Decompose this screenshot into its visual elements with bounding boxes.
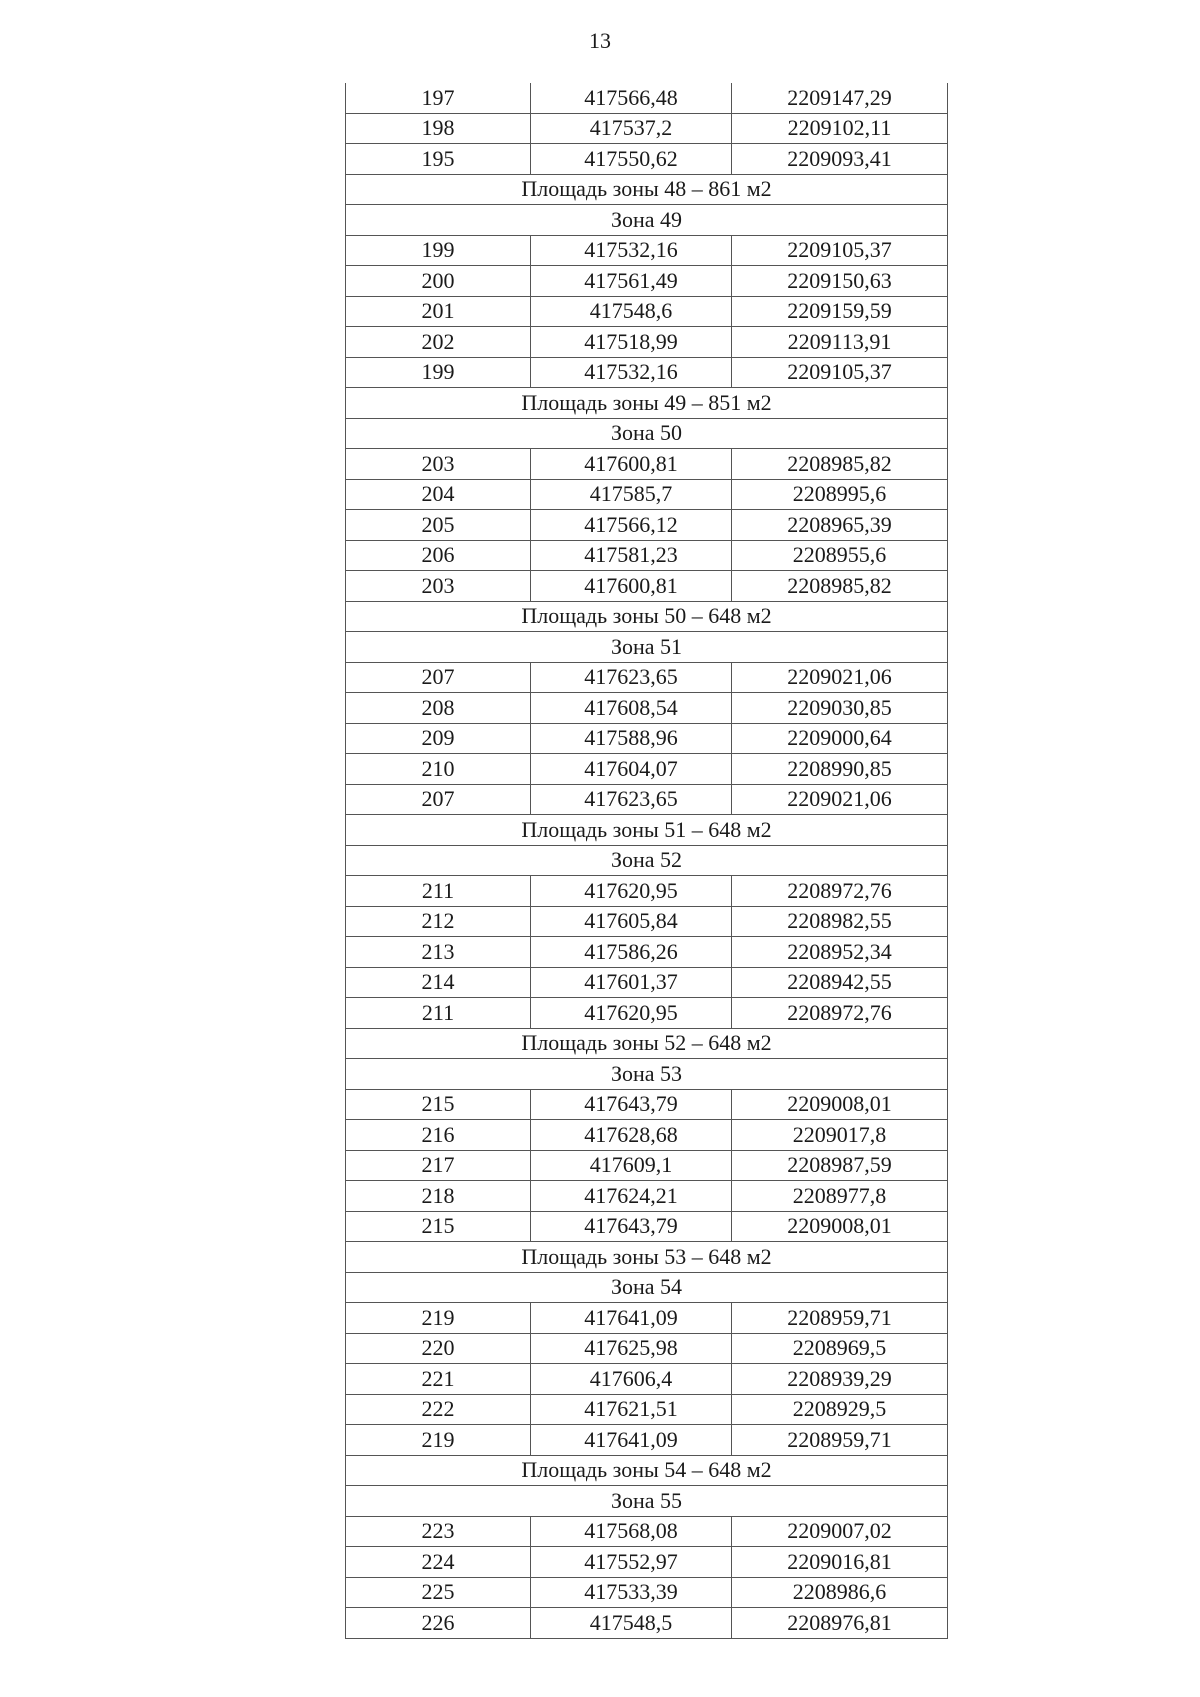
point-number-cell: 197: [346, 83, 531, 113]
zone-area-cell: Площадь зоны 52 – 648 м2: [346, 1028, 948, 1059]
zone-title-cell: Зона 55: [346, 1486, 948, 1517]
y-coordinate-cell: 2208969,5: [732, 1333, 948, 1364]
y-coordinate-cell: 2208976,81: [732, 1608, 948, 1639]
point-number-cell: 200: [346, 266, 531, 297]
y-coordinate-cell: 2209007,02: [732, 1516, 948, 1547]
table-row: [346, 998, 948, 1029]
point-number-cell: 219: [346, 1425, 531, 1456]
table-row: [346, 784, 948, 815]
point-number-cell: 216: [346, 1120, 531, 1151]
x-coordinate-cell: 417586,26: [531, 937, 732, 968]
y-coordinate-cell: 2208952,34: [732, 937, 948, 968]
point-number-cell: 221: [346, 1364, 531, 1395]
table-row: [346, 1547, 948, 1578]
y-coordinate-cell: 2208987,59: [732, 1150, 948, 1181]
table-row: [346, 1303, 948, 1334]
zone-area-row: [346, 1028, 948, 1059]
x-coordinate-cell: 417605,84: [531, 906, 732, 937]
x-coordinate-cell: 417641,09: [531, 1303, 732, 1334]
y-coordinate-cell: 2208939,29: [732, 1364, 948, 1395]
table-row: [346, 906, 948, 937]
y-coordinate-cell: 2209105,37: [732, 357, 948, 388]
y-coordinate-cell: 2209105,37: [732, 235, 948, 266]
y-coordinate-cell: 2208972,76: [732, 876, 948, 907]
zone-header-row: [346, 1059, 948, 1090]
point-number-cell: 203: [346, 571, 531, 602]
y-coordinate-cell: 2208990,85: [732, 754, 948, 785]
coordinates-table: [345, 83, 948, 1639]
point-number-cell: 207: [346, 662, 531, 693]
zone-area-row: [346, 174, 948, 205]
table-row: [346, 1608, 948, 1639]
table-row: [346, 967, 948, 998]
x-coordinate-cell: 417532,16: [531, 357, 732, 388]
y-coordinate-cell: 2209093,41: [732, 144, 948, 175]
table-row: [346, 1364, 948, 1395]
x-coordinate-cell: 417600,81: [531, 571, 732, 602]
table-row: [346, 1425, 948, 1456]
y-coordinate-cell: 2209021,06: [732, 784, 948, 815]
table-row: [346, 571, 948, 602]
x-coordinate-cell: 417621,51: [531, 1394, 732, 1425]
y-coordinate-cell: 2209000,64: [732, 723, 948, 754]
x-coordinate-cell: 417568,08: [531, 1516, 732, 1547]
table-row: [346, 1181, 948, 1212]
point-number-cell: 222: [346, 1394, 531, 1425]
point-number-cell: 198: [346, 113, 531, 144]
point-number-cell: 205: [346, 510, 531, 541]
table-row: [346, 449, 948, 480]
point-number-cell: 211: [346, 998, 531, 1029]
y-coordinate-cell: 2209016,81: [732, 1547, 948, 1578]
point-number-cell: 199: [346, 357, 531, 388]
point-number-cell: 214: [346, 967, 531, 998]
point-number-cell: 215: [346, 1211, 531, 1242]
y-coordinate-cell: 2208995,6: [732, 479, 948, 510]
x-coordinate-cell: 417561,49: [531, 266, 732, 297]
zone-title-cell: Зона 54: [346, 1272, 948, 1303]
zone-area-cell: Площадь зоны 54 – 648 м2: [346, 1455, 948, 1486]
x-coordinate-cell: 417601,37: [531, 967, 732, 998]
y-coordinate-cell: 2208977,8: [732, 1181, 948, 1212]
x-coordinate-cell: 417608,54: [531, 693, 732, 724]
y-coordinate-cell: 2209150,63: [732, 266, 948, 297]
y-coordinate-cell: 2209113,91: [732, 327, 948, 358]
y-coordinate-cell: 2208985,82: [732, 571, 948, 602]
point-number-cell: 207: [346, 784, 531, 815]
table-row: [346, 235, 948, 266]
zone-area-row: [346, 815, 948, 846]
x-coordinate-cell: 417548,5: [531, 1608, 732, 1639]
y-coordinate-cell: 2208955,6: [732, 540, 948, 571]
x-coordinate-cell: 417548,6: [531, 296, 732, 327]
point-number-cell: 202: [346, 327, 531, 358]
table-row: [346, 876, 948, 907]
point-number-cell: 201: [346, 296, 531, 327]
table-row: [346, 1333, 948, 1364]
x-coordinate-cell: 417518,99: [531, 327, 732, 358]
point-number-cell: 218: [346, 1181, 531, 1212]
table-row: [346, 693, 948, 724]
zone-title-cell: Зона 49: [346, 205, 948, 236]
x-coordinate-cell: 417581,23: [531, 540, 732, 571]
y-coordinate-cell: 2208986,6: [732, 1577, 948, 1608]
y-coordinate-cell: 2208959,71: [732, 1425, 948, 1456]
x-coordinate-cell: 417641,09: [531, 1425, 732, 1456]
point-number-cell: 211: [346, 876, 531, 907]
y-coordinate-cell: 2209021,06: [732, 662, 948, 693]
y-coordinate-cell: 2208965,39: [732, 510, 948, 541]
x-coordinate-cell: 417620,95: [531, 876, 732, 907]
point-number-cell: 219: [346, 1303, 531, 1334]
table-row: [346, 357, 948, 388]
x-coordinate-cell: 417623,65: [531, 662, 732, 693]
y-coordinate-cell: 2209147,29: [732, 83, 948, 113]
table-row: [346, 723, 948, 754]
point-number-cell: 209: [346, 723, 531, 754]
x-coordinate-cell: 417588,96: [531, 723, 732, 754]
table-row: [346, 479, 948, 510]
point-number-cell: 203: [346, 449, 531, 480]
zone-title-cell: Зона 51: [346, 632, 948, 663]
point-number-cell: 225: [346, 1577, 531, 1608]
zone-header-row: [346, 205, 948, 236]
point-number-cell: 213: [346, 937, 531, 968]
table-row: [346, 937, 948, 968]
y-coordinate-cell: 2208959,71: [732, 1303, 948, 1334]
table-row: [346, 662, 948, 693]
y-coordinate-cell: 2209030,85: [732, 693, 948, 724]
x-coordinate-cell: 417609,1: [531, 1150, 732, 1181]
table-row: [346, 296, 948, 327]
y-coordinate-cell: 2208985,82: [732, 449, 948, 480]
zone-title-cell: Зона 53: [346, 1059, 948, 1090]
x-coordinate-cell: 417624,21: [531, 1181, 732, 1212]
zone-header-row: [346, 632, 948, 663]
zone-header-row: [346, 418, 948, 449]
point-number-cell: 204: [346, 479, 531, 510]
y-coordinate-cell: 2209017,8: [732, 1120, 948, 1151]
table-row: [346, 754, 948, 785]
table-row: [346, 1516, 948, 1547]
point-number-cell: 224: [346, 1547, 531, 1578]
zone-area-row: [346, 1242, 948, 1273]
y-coordinate-cell: 2208982,55: [732, 906, 948, 937]
x-coordinate-cell: 417533,39: [531, 1577, 732, 1608]
y-coordinate-cell: 2209159,59: [732, 296, 948, 327]
x-coordinate-cell: 417620,95: [531, 998, 732, 1029]
zone-header-row: [346, 845, 948, 876]
zone-title-cell: Зона 50: [346, 418, 948, 449]
y-coordinate-cell: 2208972,76: [732, 998, 948, 1029]
y-coordinate-cell: 2209008,01: [732, 1089, 948, 1120]
zone-header-row: [346, 1486, 948, 1517]
table-row: [346, 144, 948, 175]
x-coordinate-cell: 417606,4: [531, 1364, 732, 1395]
x-coordinate-cell: 417604,07: [531, 754, 732, 785]
table-row: [346, 83, 948, 113]
x-coordinate-cell: 417600,81: [531, 449, 732, 480]
table-row: [346, 1577, 948, 1608]
table-row: [346, 1394, 948, 1425]
x-coordinate-cell: 417537,2: [531, 113, 732, 144]
point-number-cell: 208: [346, 693, 531, 724]
point-number-cell: 220: [346, 1333, 531, 1364]
x-coordinate-cell: 417566,12: [531, 510, 732, 541]
zone-area-cell: Площадь зоны 49 – 851 м2: [346, 388, 948, 419]
zone-area-row: [346, 388, 948, 419]
x-coordinate-cell: 417552,97: [531, 1547, 732, 1578]
table-row: [346, 266, 948, 297]
x-coordinate-cell: 417643,79: [531, 1089, 732, 1120]
table-row: [346, 327, 948, 358]
point-number-cell: 206: [346, 540, 531, 571]
x-coordinate-cell: 417625,98: [531, 1333, 732, 1364]
zone-area-row: [346, 1455, 948, 1486]
y-coordinate-cell: 2209102,11: [732, 113, 948, 144]
table-row: [346, 510, 948, 541]
point-number-cell: 215: [346, 1089, 531, 1120]
x-coordinate-cell: 417566,48: [531, 83, 732, 113]
zone-area-cell: Площадь зоны 50 – 648 м2: [346, 601, 948, 632]
zone-title-cell: Зона 52: [346, 845, 948, 876]
point-number-cell: 212: [346, 906, 531, 937]
x-coordinate-cell: 417643,79: [531, 1211, 732, 1242]
point-number-cell: 226: [346, 1608, 531, 1639]
x-coordinate-cell: 417532,16: [531, 235, 732, 266]
zone-header-row: [346, 1272, 948, 1303]
table-row: [346, 1150, 948, 1181]
x-coordinate-cell: 417550,62: [531, 144, 732, 175]
table-row: [346, 1211, 948, 1242]
page-number: 13: [589, 28, 611, 53]
coordinates-table-body: [346, 83, 948, 1638]
y-coordinate-cell: 2208942,55: [732, 967, 948, 998]
zone-area-cell: Площадь зоны 48 – 861 м2: [346, 174, 948, 205]
y-coordinate-cell: 2209008,01: [732, 1211, 948, 1242]
x-coordinate-cell: 417585,7: [531, 479, 732, 510]
table-row: [346, 113, 948, 144]
table-row: [346, 1089, 948, 1120]
table-row: [346, 540, 948, 571]
y-coordinate-cell: 2208929,5: [732, 1394, 948, 1425]
table-row: [346, 1120, 948, 1151]
zone-area-cell: Площадь зоны 53 – 648 м2: [346, 1242, 948, 1273]
point-number-cell: 217: [346, 1150, 531, 1181]
zone-area-cell: Площадь зоны 51 – 648 м2: [346, 815, 948, 846]
zone-area-row: [346, 601, 948, 632]
x-coordinate-cell: 417623,65: [531, 784, 732, 815]
point-number-cell: 223: [346, 1516, 531, 1547]
point-number-cell: 199: [346, 235, 531, 266]
point-number-cell: 195: [346, 144, 531, 175]
x-coordinate-cell: 417628,68: [531, 1120, 732, 1151]
point-number-cell: 210: [346, 754, 531, 785]
